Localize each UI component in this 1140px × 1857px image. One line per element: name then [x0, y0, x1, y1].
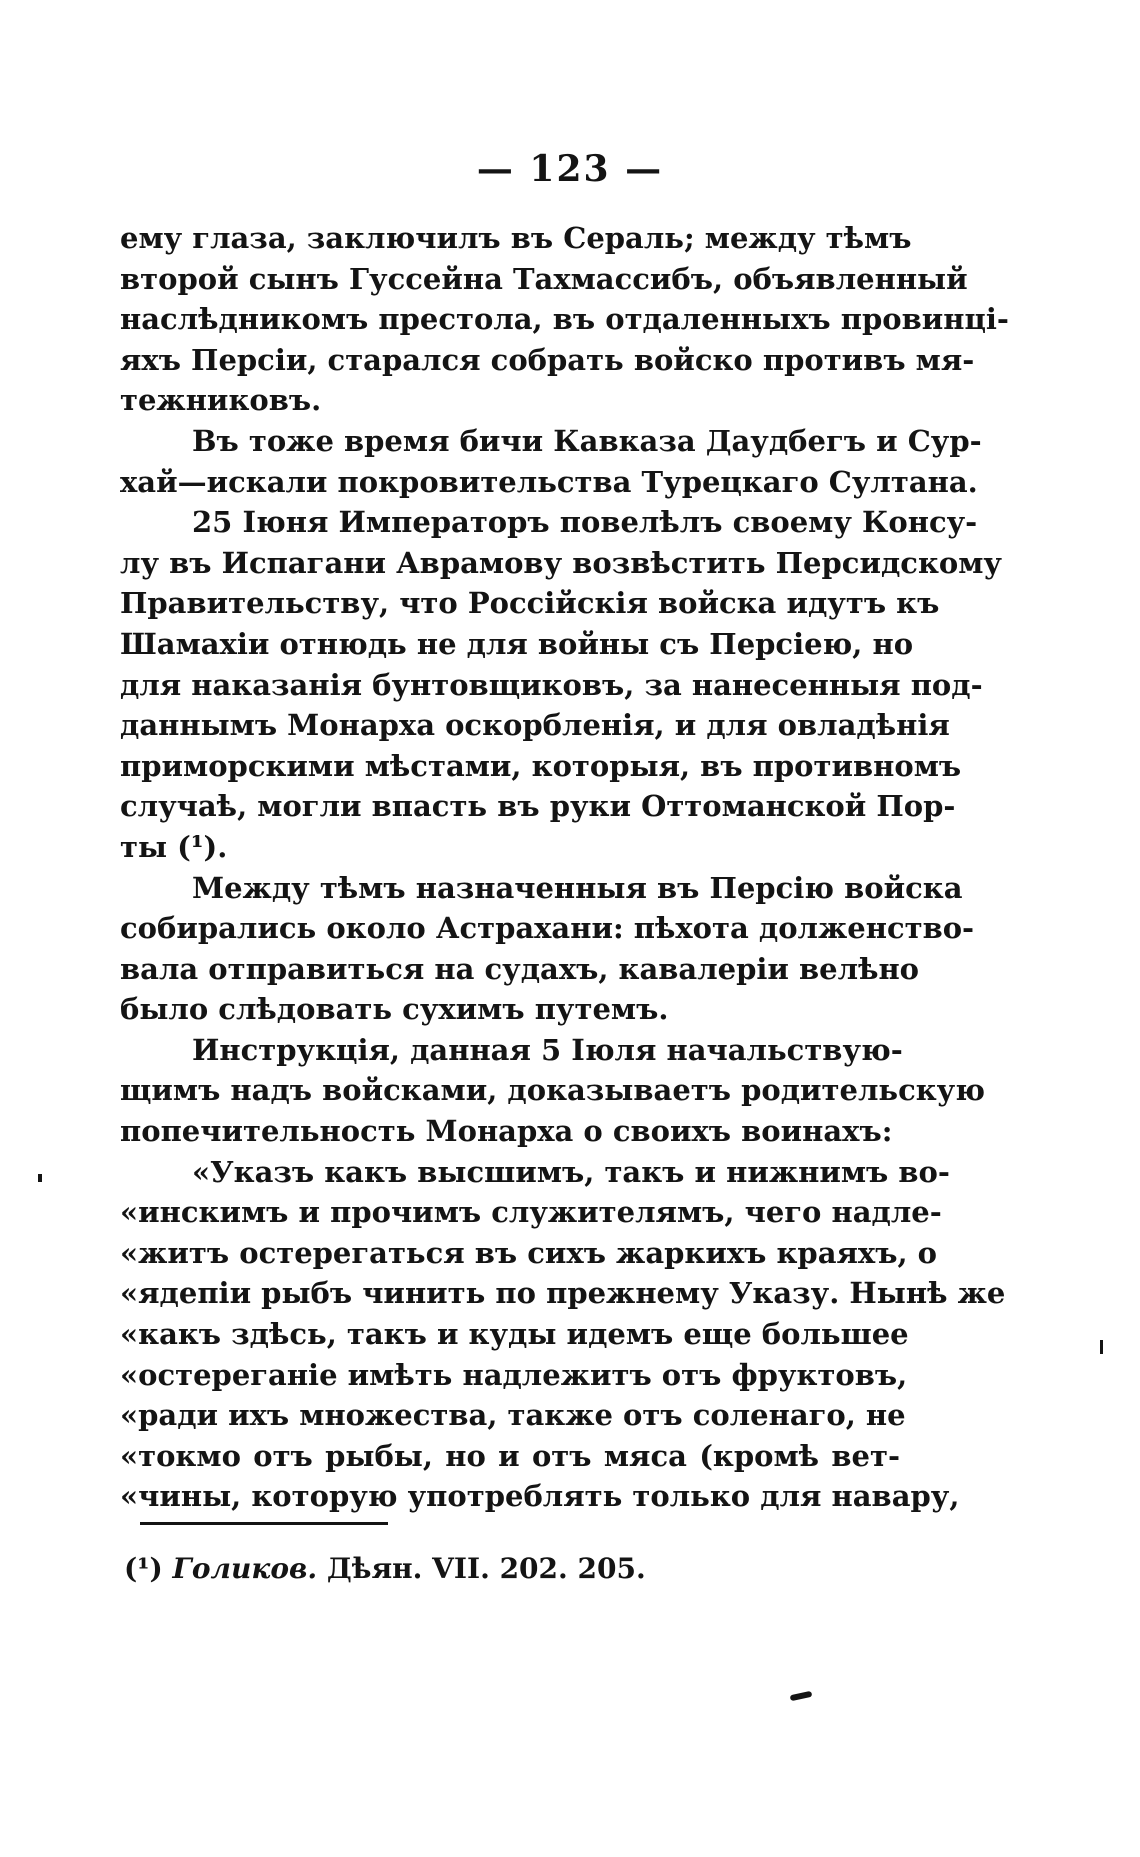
text-line: Въ тоже время бичи Кавказа Даудбегъ и Сур- [192, 423, 982, 458]
text-line: тежниковъ. [120, 383, 322, 418]
text-line: ему глаза, заключилъ въ Сераль; между тѣмъ [120, 221, 912, 255]
text-line: было слѣдовать сухимъ путемъ. [120, 992, 669, 1027]
text-line: «ради ихъ множества, также отъ соленаго, не [120, 1398, 906, 1433]
text-line: Шамахіи отнюдь не для войны съ Персіею, но [120, 626, 914, 661]
text-line: для наказанія бунтовщиковъ, за нанесенныя под- [120, 667, 983, 702]
text-line: Между тѣмъ назначенныя въ Персію войска [192, 870, 963, 905]
text-line: собирались около Астрахани: пѣхота долженство- [120, 911, 975, 946]
text-line: 25 Іюня Императоръ повелѣлъ своему Консу- [192, 505, 978, 540]
text-line: «инскимъ и прочимъ служителямъ, чего надле- [120, 1195, 942, 1230]
text-line: второй сынъ Гуссейна Тахмассибъ, объявленный [120, 261, 968, 296]
footnote-divider [140, 1522, 388, 1525]
text-line: «токмо отъ рыбы, но и отъ мяса (кромѣ вет- [120, 1438, 900, 1473]
ink-smudge [790, 1691, 813, 1701]
text-line: ты (¹). [120, 829, 228, 864]
ink-speck [1100, 1340, 1103, 1354]
text-line: «ядепіи рыбъ чинить по прежнему Указу. Нынѣ же [120, 1276, 1006, 1311]
text-line: «остереганіе имѣть надлежитъ отъ фруктовъ, [120, 1357, 908, 1392]
text-line: случаѣ, могли впасть въ руки Оттоманской Пор- [120, 789, 956, 824]
text-line: «Указъ какъ высшимъ, такъ и нижнимъ во- [192, 1154, 950, 1189]
footnote-marker: (¹) [124, 1552, 163, 1585]
text-line: вала отправиться на судахъ, кавалеріи велѣно [120, 951, 920, 986]
text-line: хай—искали покровительства Турецкаго Султана. [120, 464, 978, 499]
text-line: «житъ остерегаться въ сихъ жаркихъ краяхъ, о [120, 1235, 937, 1270]
footnote [124, 1552, 646, 1585]
body-text [120, 218, 1009, 1517]
footnote-author: Голиков. [172, 1552, 318, 1585]
text-line: приморскими мѣстами, которыя, въ противномъ [120, 748, 962, 783]
text-line: «какъ здѣсь, такъ и куды идемъ еще большее [120, 1317, 909, 1352]
footnote-reference: Дѣян. VII. 202. 205. [326, 1552, 646, 1585]
text-line: яхъ Персіи, старался собрать войско противъ мя- [120, 342, 975, 377]
ink-speck [38, 1174, 42, 1182]
text-line: «чины, которую употреблять только для навару, [120, 1479, 960, 1514]
text-line: наслѣдникомъ престола, въ отдаленныхъ провинці- [120, 302, 1009, 337]
text-line: попечительность Монарха о своихъ воинахъ: [120, 1114, 893, 1149]
text-line: Правительству, что Россійскія войска идутъ къ [120, 586, 940, 621]
text-line: даннымъ Монарха оскорбленія, и для овладѣнія [120, 708, 950, 743]
text-line: щимъ надъ войсками, доказываетъ родительскую [120, 1073, 985, 1108]
text-line: лу въ Испагани Аврамову возвѣстить Персидскому [120, 545, 1002, 580]
text-line: Инструкція, данная 5 Іюля начальствую- [192, 1032, 903, 1067]
page-number: — 123 — [476, 148, 664, 190]
